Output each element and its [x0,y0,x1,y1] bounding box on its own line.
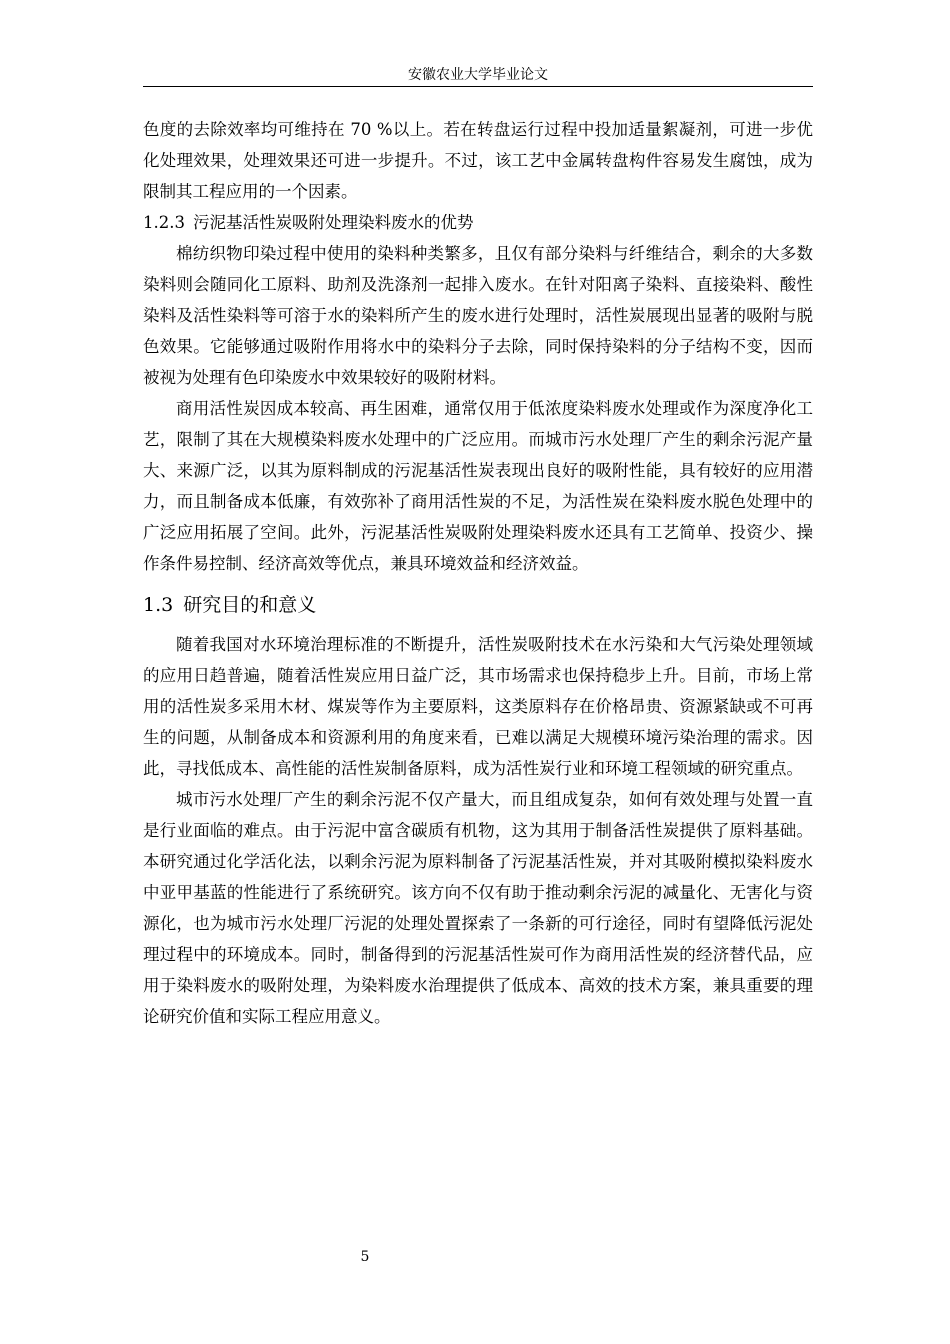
section-heading [143,589,813,621]
section-title: 研究目的和意义 [183,594,317,616]
running-header: 安徽农业大学毕业论文 [408,67,548,83]
page-body [143,114,813,1032]
paragraph-continued: 色度的去除效率均可维持在 70 %以上。若在转盘运行过程中投加适量絮凝剂，可进一步优化处理效果，处理效果还可进一步提升。不过，该工艺中金属转盘构件容易发生腐蚀，成为限制其工程应用的一个因素。 [143,120,813,201]
paragraph: 棉纺织物印染过程中使用的染料种类繁多，且仅有部分染料与纤维结合，剩余的大多数染料则会随同化工原料、助剂及洗涤剂一起排入废水。在针对阳离子染料、直接染料、酸性染料及活性染料等可溶于水的染料所产生的废水进行处理时，活性炭展现出显著的吸附与脱色效果。它能够通过吸附作用将水中的染料分子去除，同时保持染料的分子结构不变，因而被视为处理有色印染废水中效果较好的吸附材料。 [143,244,813,387]
subsection-title: 污泥基活性炭吸附处理染料废水的优势 [192,213,474,232]
paragraph: 随着我国对水环境治理标准的不断提升，活性炭吸附技术在水污染和大气污染处理领域的应用日趋普遍，随着活性炭应用日益广泛，其市场需求也保持稳步上升。目前，市场上常用的活性炭多采用木材、煤炭等作为主要原料，这类原料存在价格昂贵、资源紧缺或不可再生的问题，从制备成本和资源利用的角度来看，已难以满足大规模环境污染治理的需求。因此，寻找低成本、高性能的活性炭制备原料，成为活性炭行业和环境工程领域的研究重点。 [143,635,813,778]
page-number: 5 [360,1249,370,1265]
section-number: 1.3 [143,594,174,616]
paragraph: 城市污水处理厂产生的剩余污泥不仅产量大，而且组成复杂，如何有效处理与处置一直是行业面临的难点。由于污泥中富含碳质有机物，这为其用于制备活性炭提供了原料基础。本研究通过化学活化法，以剩余污泥为原料制备了污泥基活性炭，并对其吸附模拟染料废水中亚甲基蓝的性能进行了系统研究。该方向不仅有助于推动剩余污泥的减量化、无害化与资源化，也为城市污水处理厂污泥的处理处置探索了一条新的可行途径，同时有望降低污泥处理过程中的环境成本。同时，制备得到的污泥基活性炭可作为商用活性炭的经济替代品，应用于染料废水的吸附处理，为染料废水治理提供了低成本、高效的技术方案，兼具重要的理论研究价值和实际工程应用意义。 [143,790,813,1026]
paragraph: 商用活性炭因成本较高、再生困难，通常仅用于低浓度染料废水处理或作为深度净化工艺，限制了其在大规模染料废水处理中的广泛应用。而城市污水处理厂产生的剩余污泥产量大、来源广泛，以其为原料制成的污泥基活性炭表现出良好的吸附性能，具有较好的应用潜力，而且制备成本低廉，有效弥补了商用活性炭的不足，为活性炭在染料废水脱色处理中的广泛应用拓展了空间。此外，污泥基活性炭吸附处理染料废水还具有工艺简单、投资少、操作条件易控制、经济高效等优点，兼具环境效益和经济效益。 [143,399,813,573]
header-rule [143,86,813,87]
subsection-number: 1.2.3 [143,213,185,232]
subsection-heading [143,207,813,238]
